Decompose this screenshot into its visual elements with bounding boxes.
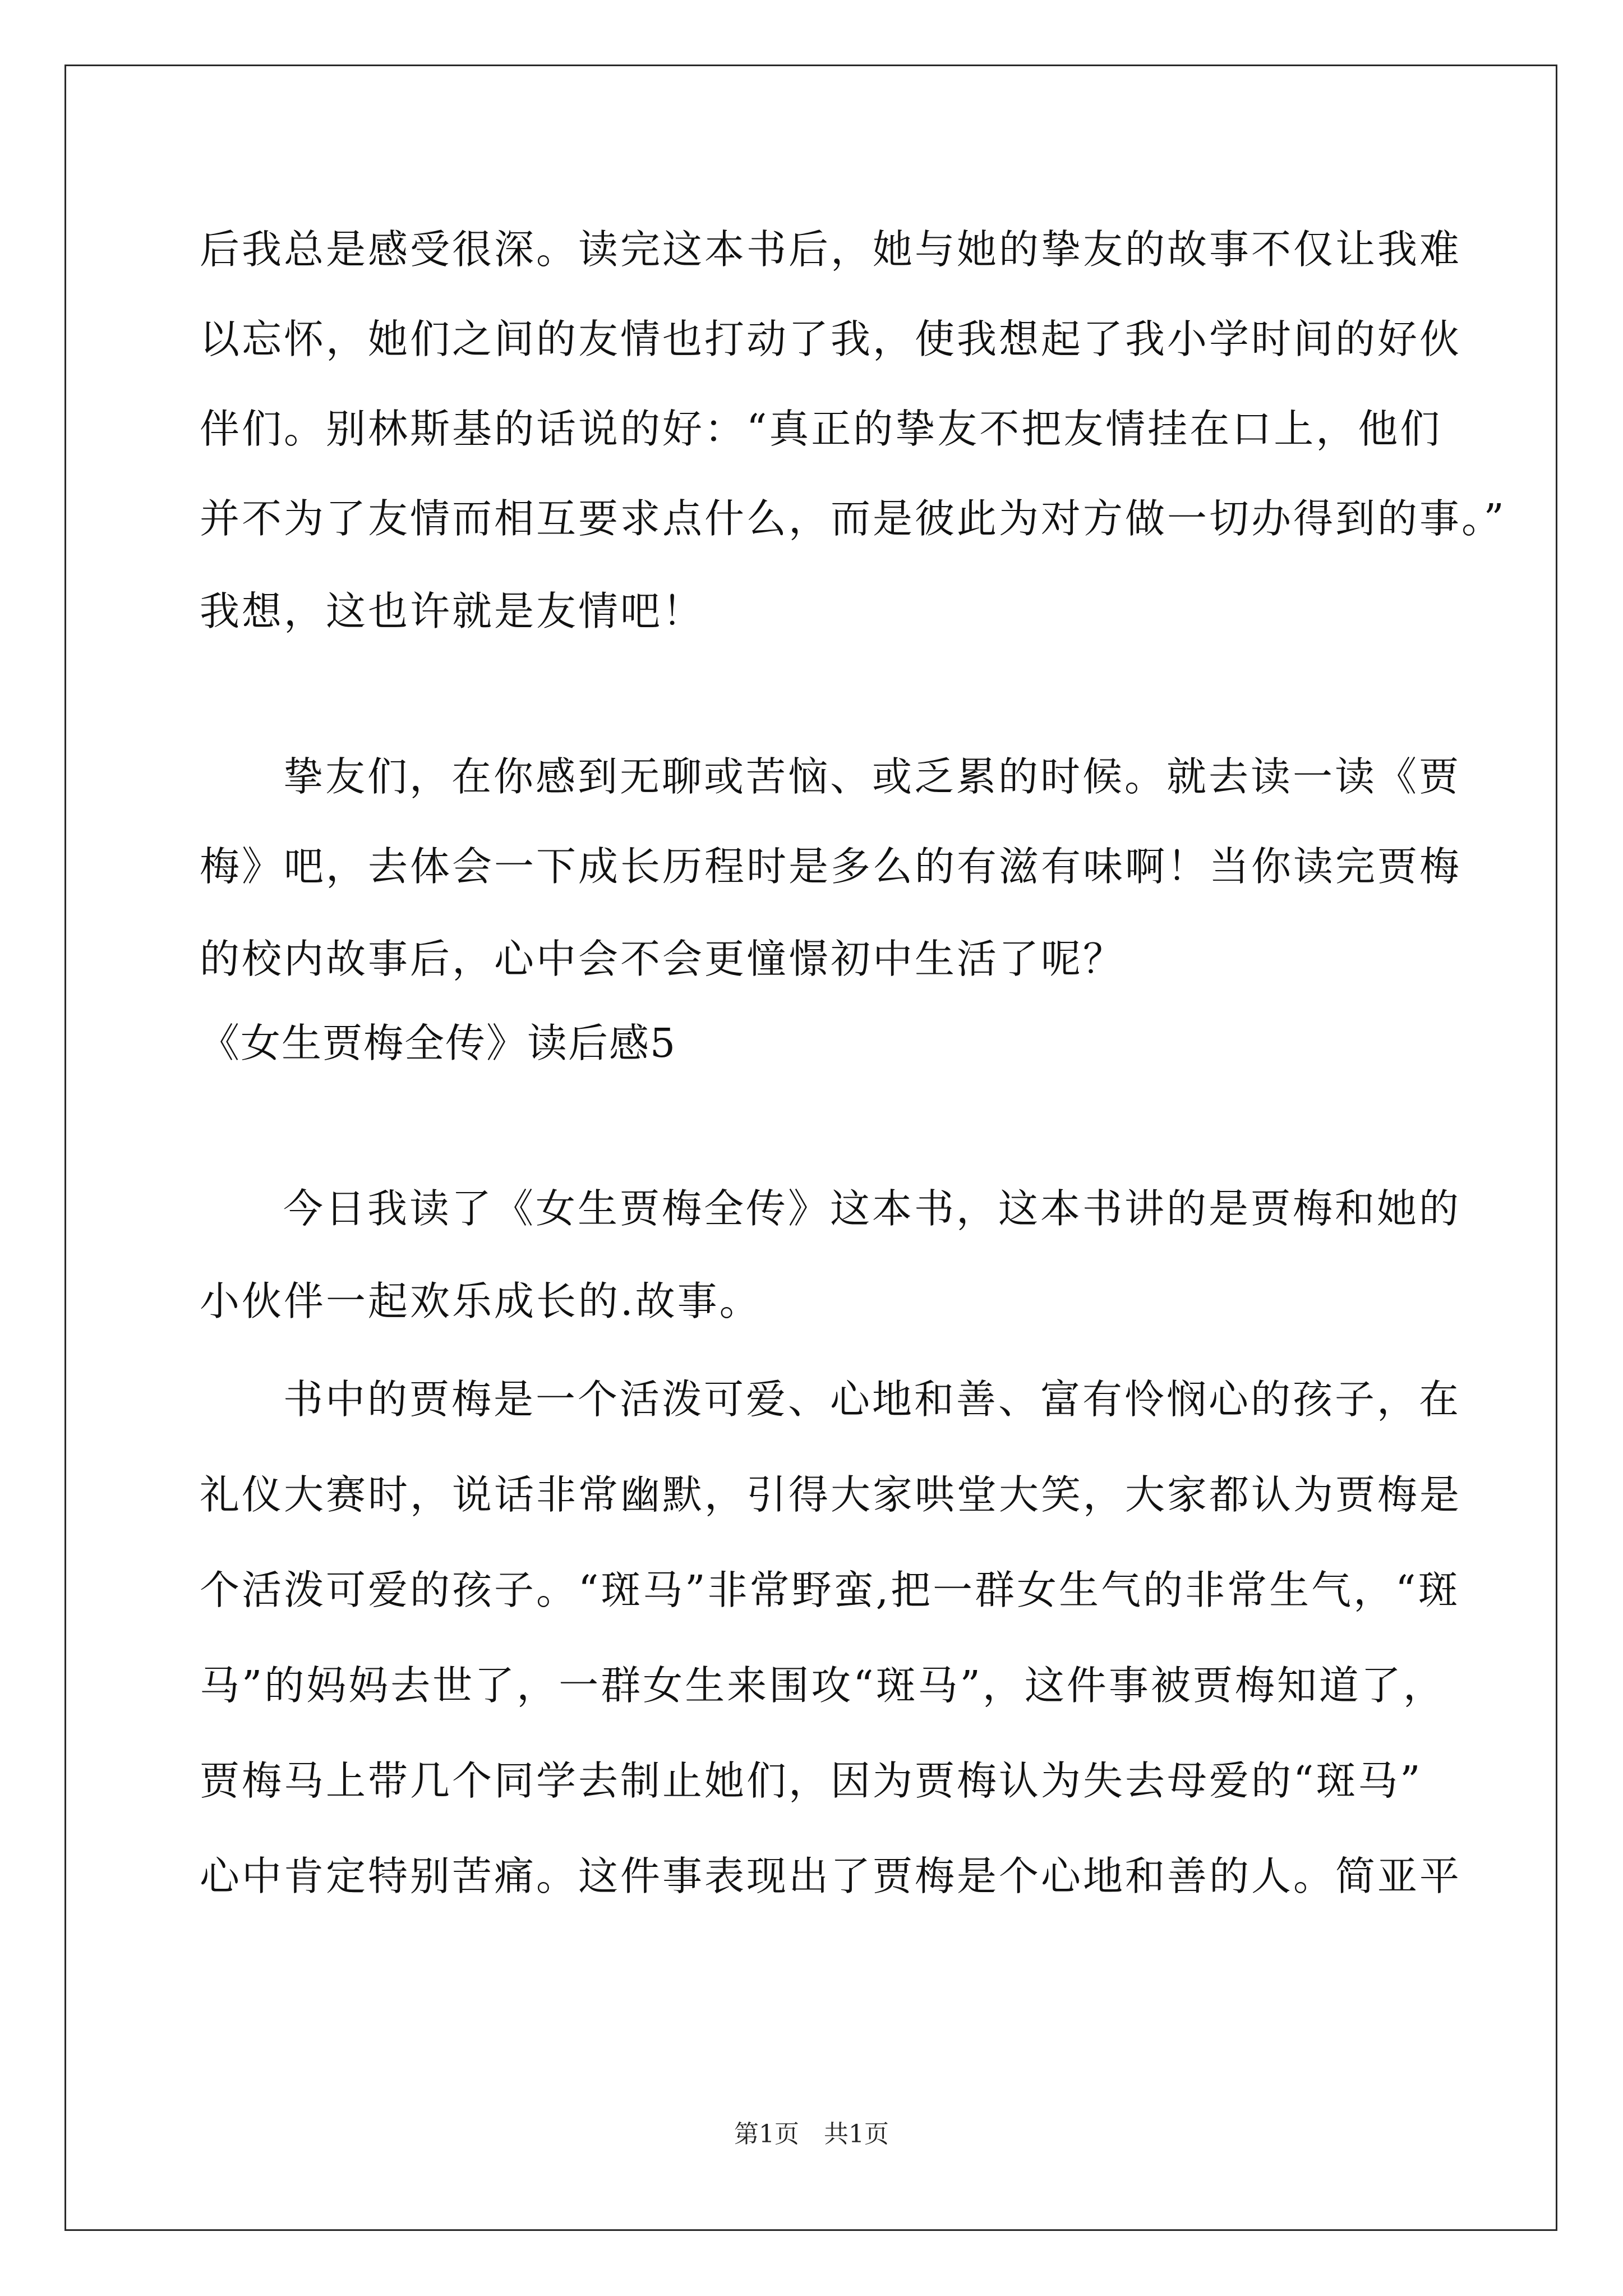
paragraph-start-line: 今日我读了《女生贾梅全传》这本书，这本书讲的是贾梅和她的 — [283, 1185, 1461, 1232]
text-line-2: 以忘怀，她们之间的友情也打动了我，使我想起了我小学时间的好伙 — [200, 316, 1462, 362]
section-heading: 《女生贾梅全传》读后感5 — [200, 1020, 677, 1066]
page-border — [64, 65, 1557, 2231]
text-line-11: 小伙伴一起欢乐成长的.故事。 — [200, 1278, 762, 1324]
text-line-17: 心中肯定特别苦痛。这件事表现出了贾梅是个心地和善的人。简亚平 — [200, 1853, 1462, 1899]
text-line-7: 梅》吧，去体会一下成长历程时是多么的有滋有味啊！当你读完贾梅 — [200, 843, 1462, 890]
page-number-footer: 第1页 共1页 — [734, 2120, 889, 2148]
text-line-1: 后我总是感受很深。读完这本书后，她与她的挚友的故事不仅让我难 — [200, 226, 1462, 273]
paragraph-start-line: 挚友们，在你感到无聊或苦恼、或乏累的时候。就去读一读《贾 — [283, 753, 1461, 800]
paragraph-start-line: 书中的贾梅是一个活泼可爱、心地和善、富有怜悯心的孩子，在 — [283, 1376, 1461, 1423]
text-line-4: 并不为了友情而相互要求点什么，而是彼此为对方做一切办得到的事。” — [200, 495, 1506, 542]
text-line-16: 贾梅马上带几个同学去制止她们，因为贾梅认为失去母爱的“斑马” — [200, 1757, 1423, 1804]
text-line-15: 马”的妈妈去世了，一群女生来围攻“斑马”，这件事被贾梅知道了， — [200, 1662, 1445, 1709]
text-line-13: 礼仪大赛时，说话非常幽默，引得大家哄堂大笑，大家都认为贾梅是 — [200, 1471, 1462, 1518]
text-line-5: 我想，这也许就是友情吧！ — [200, 588, 705, 634]
text-line-14: 个活泼可爱的孩子。“斑马”非常野蛮,把一群女生气的非常生气，“斑 — [200, 1567, 1460, 1613]
text-line-3: 伴们。别林斯基的话说的好：“真正的挚友不把友情挂在口上，他们 — [200, 406, 1442, 452]
text-line-8: 的校内故事后，心中会不会更憧憬初中生活了呢？ — [200, 936, 1126, 982]
